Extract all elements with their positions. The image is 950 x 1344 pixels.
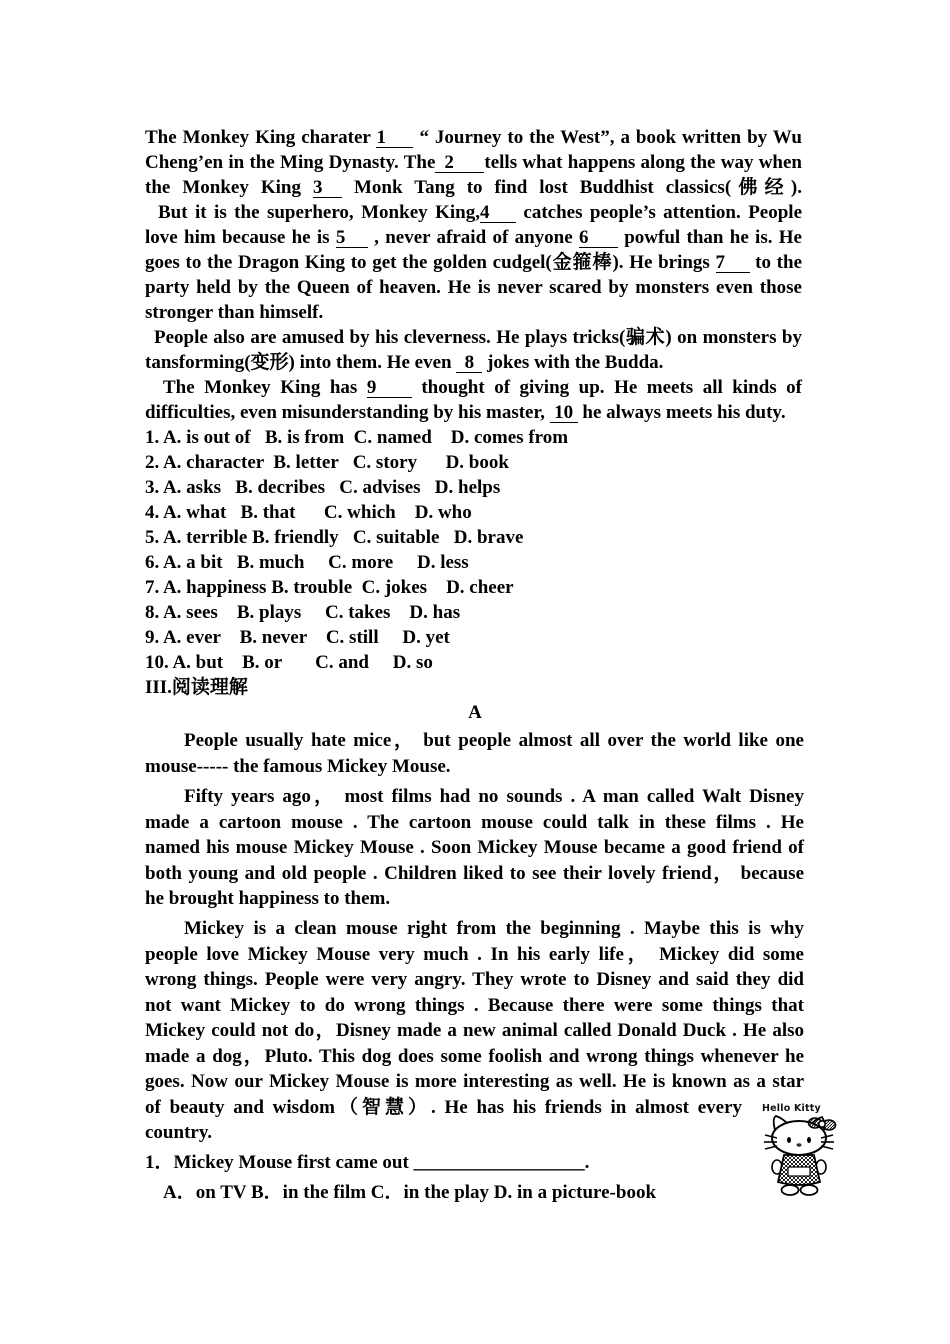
question-1 [145,1150,804,1176]
passage-line: mouse----- the famous Mickey Mouse. [145,755,451,777]
passage-label: A [468,701,482,723]
option-row-1: 1. A. is out of B. is from C. named D. comes from [145,426,569,448]
cloze-line-8 [145,300,802,325]
blank-7: 7 [716,253,750,273]
passage-line: people love Mickey Mouse very much . In his early life， Mickey did some [145,943,804,965]
passage-line: he brought happiness to them. [145,888,391,910]
passage-line: goes. Now our Mickey Mouse is more interesting as well. He is known as a star [145,1071,804,1093]
passage-line: Fifty years ago， most films had no sounds . A man called Walt Disney [184,786,804,808]
cloze-line-10 [145,350,802,375]
option-row-10: 10. A. but B. or C. and D. so [145,651,433,673]
line-text: the Monkey King [145,176,313,198]
line-text: Monk Tang to find lost Buddhist classics(佛经). [341,176,802,198]
question-stem: 1．Mickey Mouse first came out __________________. [145,1152,590,1174]
blank-5: 5 [336,228,368,248]
line-text: love him because he is [145,226,336,248]
option-row-9: 9. A. ever B. never C. still D. yet [145,626,450,648]
line-text: difficulties, even misunderstanding by his master, [145,401,550,423]
cloze-line-4 [145,200,802,225]
question-options: A．on TV B．in the film C．in the play D. in a picture-book [163,1182,657,1204]
option-row-4: 4. A. what B. that C. which D. who [145,501,472,523]
hello-kitty-logo-text: Hello Kitty [762,1103,821,1114]
line-text: The Monkey King charater [145,126,377,148]
hello-kitty-drawing [763,1115,839,1199]
line-text: he always meets his duty. [577,401,786,423]
passage-paragraph-2 [145,784,804,912]
cloze-line-6 [145,250,802,275]
blank-6: 6 [579,228,618,248]
line-text: But it is the superhero, Monkey King, [158,201,480,223]
line-text: tansforming(变形) into them. He even [145,351,457,373]
option-row-8: 8. A. sees B. plays C. takes D. has [145,601,461,623]
question-1-options-wrap [145,1180,804,1206]
line-text: People also are amused by his cleverness. He plays tricks(骗术) on monsters by [154,326,802,348]
cloze-line-3 [145,175,802,200]
line-text: The Monkey King has [163,376,367,398]
passage-line: Mickey could not do，Disney made a new animal called Donald Duck . He also [145,1020,804,1042]
passage-line: wrong things. People were very angry. They wrote to Disney and said they did [145,969,804,991]
hello-kitty-clipart [762,1102,840,1200]
cloze-line-12 [145,400,802,425]
blank-2: 2 [435,153,484,173]
line-text: goes to the Dragon King to get the golden cudgel(金箍棒). He brings [145,251,716,273]
cloze-line-7 [145,275,802,300]
passage-paragraph-3 [145,916,804,1146]
cloze-line-11 [145,375,802,400]
blank-10: 10 [550,403,578,423]
blank-3: 3 [313,178,342,198]
cloze-line-1 [145,125,802,150]
cloze-line-2 [145,150,802,175]
blank-9: 9 [367,378,412,398]
option-row-6: 6. A. a bit B. much C. more D. less [145,551,469,573]
line-text: jokes with the Budda. [482,351,664,373]
line-text: thought of giving up. He meets all kinds of [411,376,802,398]
passage-line: People usually hate mice， but people almost all over the world like one [184,730,804,752]
blank-1: 1 [376,128,413,148]
passage-line: made a cartoon mouse . The cartoon mouse could talk in these films . He [145,811,804,833]
line-text: stronger than himself. [145,301,324,323]
passage-paragraph-1 [145,728,804,779]
passage-line: of beauty and wisdom（智慧）. He has his friends in almost every [145,1096,742,1118]
line-text: tells what happens along the way when [484,151,802,173]
blank-4: 4 [480,203,516,223]
passage-line: not want Mickey to do wrong things . Because there were some things that [145,994,804,1016]
section-title: III.阅读理解 [145,676,248,698]
line-text: “ Journey to the West”, a book written by Wu [413,126,802,148]
option-row-7: 7. A. happiness B. trouble C. jokes D. cheer [145,576,514,598]
cloze-line-9 [145,325,802,350]
option-row-5: 5. A. terrible B. friendly C. suitable D. brave [145,526,524,548]
cloze-section [145,125,802,725]
option-row-2: 2. A. character B. letter C. story D. book [145,451,509,473]
line-text: party held by the Queen of heaven. He is never scared by monsters even those [145,276,802,298]
option-row-3: 3. A. asks B. decribes C. advises D. helps [145,476,501,498]
passage-line: made a dog，Pluto. This dog does some foolish and wrong things whenever he [145,1045,804,1067]
cloze-line-5 [145,225,802,250]
passage-line: both young and old people . Children liked to see their lovely friend， because [145,862,804,884]
line-text: powful than he is. He [617,226,802,248]
passage-line: named his mouse Mickey Mouse . Soon Mickey Mouse became a good friend of [145,837,804,859]
passage-line: country. [145,1122,213,1144]
line-text: to the [749,251,802,273]
line-text: Cheng’en in the Ming Dynasty. The [145,151,436,173]
cat-body [772,1155,826,1195]
line-text: catches people’s attention. People [515,201,803,223]
line-text: , never afraid of anyone [367,226,579,248]
passage-line: Mickey is a clean mouse right from the beginning . Maybe this is why [184,918,804,940]
blank-8: 8 [456,353,482,373]
